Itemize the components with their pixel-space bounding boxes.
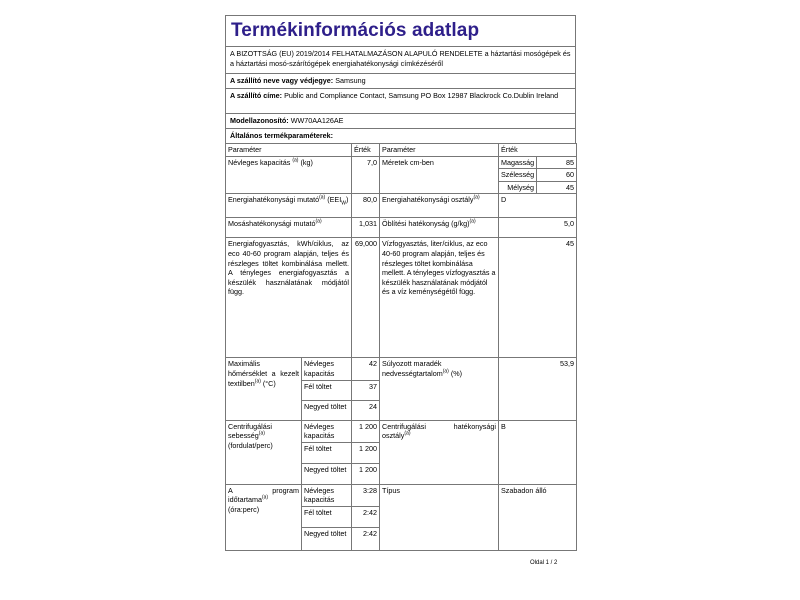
washing-row [226,218,577,238]
rated-capacity-label [226,156,352,194]
temp-quarter-label: Negyed töltet [302,400,352,420]
header-value: Érték [352,144,380,157]
temp-quarter-value: 24 [352,400,380,420]
duration-half-value: 2:42 [352,506,380,527]
width-label: Szélesség [499,169,537,182]
temp-row-1 [226,358,577,380]
rinsing-eff-text: Öblítési hatékonyság (g/kg) [382,219,470,229]
header-param: Paraméter [226,144,352,157]
spin-half-label: Fél töltet [302,442,352,463]
depth-label: Mélység [499,181,537,194]
type-label: Típus [380,484,499,550]
rinsing-eff-label [380,218,499,238]
max-temp-note: (a) [254,378,261,385]
rated-capacity-note: (a) [292,157,299,164]
rated-capacity-text: Névleges kapacitás [228,157,291,167]
eei-sub: W [341,200,346,207]
general-params-row [225,128,576,143]
duration-quarter-label: Negyed töltet [302,527,352,550]
supplier-row [225,73,576,88]
max-temp-text: Maximális hőmérséklet a kezelt textilben [228,359,299,388]
type-value: Szabadon álló [499,484,577,550]
duration-row-1 [226,484,577,506]
temp-rated-value: 42 [352,358,380,380]
water-cons-label: Vízfogyasztás, liter/ciklus, az eco 40-60 program alapján, teljes és részleges töltet kombinálása mellett. A tényleges vízfogyasztás a készülék használatának módjától és a víz keménységétől függ. [380,238,499,358]
washing-eff-text: Mosáshatékonysági mutató [228,219,316,229]
moisture-note: (a) [442,368,449,375]
eei-text: Energiahatékonysági mutató [228,195,320,205]
energy-class-label [380,194,499,218]
address-label: A szállító címe: [230,91,283,100]
eei-close: ) [345,195,349,205]
capacity-row [226,156,577,169]
energy-cons-value: 69,000 [352,238,380,358]
duration-half-label: Fél töltet [302,506,352,527]
moisture-value: 53,9 [499,358,577,420]
header-param-2: Paraméter [380,144,499,157]
depth-value: 45 [537,181,577,194]
spin-speed-note: (a) [258,430,265,437]
rinsing-eff-value: 5,0 [499,218,577,238]
energy-class-value: D [499,194,577,218]
spin-class-note: (a) [404,430,411,437]
moisture-label [380,358,499,420]
max-temp-label [226,358,302,420]
moisture-text: Súlyozott maradék nedvességtartalom [382,359,443,378]
moisture-unit: (%) [450,368,463,378]
spin-quarter-label: Negyed töltet [302,463,352,484]
address-value: Public and Compliance Contact, Samsung PO Box 12987 Blackrock Co.Dublin Ireland [284,91,559,100]
energy-class-note: (a) [473,194,480,201]
temp-rated-label: Névleges kapacitás [302,358,352,380]
spin-class-text: Centrifugálási hatékonysági osztály [382,421,496,441]
temp-half-value: 37 [352,380,380,400]
spin-quarter-value: 1 200 [352,463,380,484]
washing-eff-note: (a) [315,218,322,225]
eei-value: 80,0 [352,194,380,218]
washing-eff-value: 1,031 [352,218,380,238]
general-params-label: Általános termékparaméterek: [230,131,334,140]
spin-speed-text: Centrifugálási sebesség [228,421,272,441]
model-label: Modellazonosító: [230,116,289,125]
energy-cons-label: Energiafogyasztás, kWh/ciklus, az eco 40-60 program alapján, teljes és részleges töltet kombinálása mellett. A tényleges energiafogyasztás a készülék használatának módjától függ. [226,238,352,358]
water-cons-value: 45 [499,238,577,358]
page-title: Termékinformációs adatlap [231,20,480,41]
model-row [225,113,576,128]
eei-label [226,194,352,218]
address-row [225,88,576,113]
energy-class-text: Energiahatékonysági osztály [382,195,474,205]
eei-note: (a) [319,194,326,201]
eei-abbr: (EEI [327,195,342,205]
product-information-sheet [225,15,576,551]
rinsing-eff-note: (a) [469,218,476,225]
header-value-2: Érték [499,144,577,157]
duration-rated-value: 3:28 [352,484,380,506]
duration-note: (a) [261,494,269,501]
duration-unit: (óra:perc) [228,504,260,514]
page-number: Oldal 1 / 2 [530,560,558,566]
title-box [225,15,576,46]
duration-label [226,484,302,550]
regulation-row [225,46,576,73]
duration-rated-label: Névleges kapacitás [302,484,352,506]
dimensions-label: Méretek cm-ben [380,156,499,194]
spin-speed-unit: (fordulat/perc) [228,440,273,450]
spin-class-label [380,420,499,484]
spin-row-1 [226,420,577,442]
spin-rated-value: 1 200 [352,420,380,442]
temp-half-label: Fél töltet [302,380,352,400]
spin-class-value: B [499,420,577,484]
rated-capacity-unit: (kg) [300,157,313,167]
spin-speed-label [226,420,302,484]
consumption-row [226,238,577,358]
supplier-label: A szállító neve vagy védjegye: [230,76,334,85]
duration-text: A program időtartama [228,485,299,505]
header-row [226,144,577,157]
height-label: Magasság [499,156,537,169]
width-value: 60 [537,169,577,182]
eei-row [226,194,577,218]
spin-half-value: 1 200 [352,442,380,463]
rated-capacity-value: 7,0 [352,156,380,194]
washing-eff-label [226,218,352,238]
regulation-text: A BIZOTTSÁG (EU) 2019/2014 FELHATALMAZÁSON ALAPULÓ RENDELETE a háztartási mosógépek és a háztartási mosó-szárítógépek energiahatékonysági címkézéséről [230,49,571,68]
height-value: 85 [537,156,577,169]
model-value: WW70AA126AE [290,116,344,125]
supplier-value: Samsung [335,76,366,85]
spin-rated-label: Névleges kapacitás [302,420,352,442]
duration-quarter-value: 2:42 [352,527,380,550]
parameters-table [225,143,577,551]
max-temp-unit: (°C) [262,378,276,388]
